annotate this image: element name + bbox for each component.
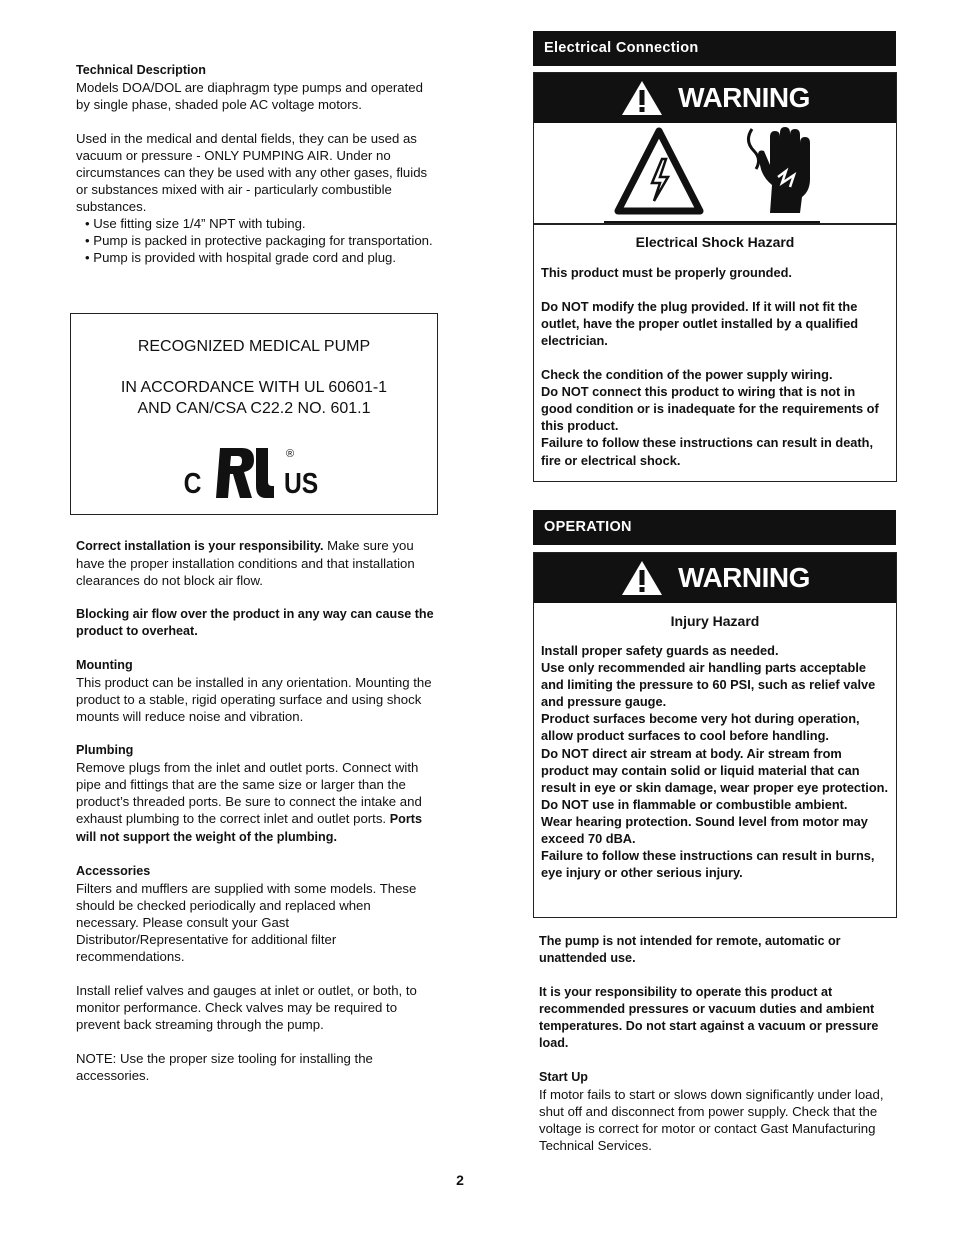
blocking-warning: Blocking air flow over the product in any way can cause the product to overheat. [76, 607, 434, 638]
operation-warning-text [534, 642, 896, 881]
mark-c: C [183, 468, 202, 500]
electrocuted-hand-icon [742, 125, 818, 217]
tech-heading: Technical Description [76, 63, 206, 77]
remote-use-note: The pump is not intended for remote, automatic or unattended use. [539, 934, 841, 965]
medbox-line-1: RECOGNIZED MEDICAL PUMP [137, 338, 371, 355]
accessories-heading: Accessories [76, 864, 151, 878]
electrical-warning-box [533, 72, 897, 482]
cru-us-mark-icon [174, 446, 334, 506]
hazard-title: Injury Hazard [670, 613, 760, 629]
warning-header [534, 73, 896, 123]
left-column-top [76, 62, 436, 266]
warning-line: Use only recommended air handling parts acceptable and limiting the pressure to 60 PSI, such as relief valve and pressure gauge. [541, 660, 876, 710]
relief-text: Install relief valves and gauges at inlet or outlet, or both, to monitor performance. Check valves may be required to prevent back streaming through the pump. [76, 983, 417, 1032]
warning-line: Do NOT connect this product to wiring that is not in good condition or is inadequate for the requirements of this product. [541, 384, 879, 434]
warning-label: WARNING [678, 82, 810, 113]
box-divider [534, 223, 896, 225]
mark-registered: ® [286, 448, 295, 460]
tech-bullets [76, 215, 436, 266]
startup-text: If motor fails to start or slows down significantly under load, shut off and disconnect from power supply. Check that the voltage is correct for motor or contact Gast Manufacturing Technical Services. [539, 1087, 884, 1153]
high-voltage-triangle-icon [614, 127, 704, 215]
mark-us: US [284, 468, 319, 500]
operation-warning-box [533, 552, 897, 918]
electrical-warning-text [534, 264, 896, 469]
warning-line: Check the condition of the power supply wiring. [541, 367, 833, 383]
warning-line: Product surfaces become very hot during operation, allow product surfaces to cool before handling. [541, 711, 860, 744]
bullet-item: • Pump is provided with hospital grade cord and plug. [85, 250, 397, 265]
warning-label: WARNING [678, 562, 810, 593]
accessories-text: Filters and mufflers are supplied with some models. These should be checked periodically and replaced when necessary. Please consult your Gast Distributor/Representative for additional filter recommendations. [76, 881, 417, 964]
recognized-medical-box [70, 313, 438, 515]
mounting-heading: Mounting [76, 658, 133, 672]
shock-pictogram [534, 123, 896, 223]
page-number: 2 [456, 1172, 464, 1188]
warning-line: Do NOT direct air stream at body. Air stream from product may contain solid or liquid material that can result in eye or skin damage, wear proper eye protection. [541, 745, 889, 795]
warning-line: Do NOT use in flammable or combustible ambient. [541, 796, 848, 812]
medbox-line-3: AND CAN/CSA C22.2 NO. 601.1 [137, 400, 371, 417]
warning-line: Do NOT modify the plug provided. If it will not fit the outlet, have the proper outlet installed by a qualified electrician. [541, 298, 859, 348]
warning-line: This product must be properly grounded. [541, 264, 792, 280]
plumbing-text: Remove plugs from the inlet and outlet ports. Connect with pipe and fittings that are the same size or larger than the product’s threaded ports. Be sure to connect the intake and exhaust plumbing to the correct inlet and outlet ports. Ports will not support the weight of the plumbing. [76, 760, 422, 844]
mounting-text: This product can be installed in any orientation. Mounting the product to a stable, rigid operating surface and using shock mounts will reduce noise and vibration. [76, 675, 432, 724]
warning-triangle-icon [620, 79, 664, 117]
warning-header [534, 553, 896, 603]
warning-line: Wear hearing protection. Sound level from motor may exceed 70 dBA. [541, 813, 868, 847]
startup-heading: Start Up [539, 1070, 588, 1084]
hazard-title: Electrical Shock Hazard [635, 233, 795, 250]
tech-paragraph-2: Used in the medical and dental fields, they can be used as vacuum or pressure - ONLY PUMPING AIR. Under no circumstances can they be used with any other gases, fluids or substances mixed with air - particularly combustible substances. [76, 131, 428, 214]
ru-logo-icon [212, 446, 280, 502]
responsibility-note: It is your responsibility to operate this product at recommended pressures or vacuum duties and ambient temperatures. Do not start against a vacuum or pressure load. [539, 985, 879, 1050]
install-paragraph: Correct installation is your responsibility. Make sure you have the proper installation conditions and that installation clearances do not block air flow. [76, 538, 415, 588]
plumbing-heading: Plumbing [76, 743, 134, 757]
medbox-line-2: IN ACCORDANCE WITH UL 60601-1 [120, 379, 388, 396]
warning-line: Failure to follow these instructions can result in burns, eye injury or other serious injury. [541, 848, 875, 881]
pictogram-divider [604, 221, 820, 223]
section-bar-operation: OPERATION [533, 510, 896, 545]
warning-line: Install proper safety guards as needed. [541, 643, 779, 658]
bullet-item: • Pump is packed in protective packaging for transportation. [85, 233, 433, 248]
left-column-bottom [76, 537, 436, 1101]
tech-paragraph-1: Models DOA/DOL are diaphragm type pumps and operated by single phase, shaded pole AC voltage motors. [76, 80, 423, 112]
note-text: NOTE: Use the proper size tooling for installing the accessories. [76, 1051, 373, 1083]
warning-line: Failure to follow these instructions can result in death, fire or electrical shock. [541, 435, 874, 468]
section-bar-electrical: Electrical Connection [533, 31, 896, 66]
operation-notes [539, 933, 895, 1171]
warning-triangle-icon [620, 559, 664, 597]
bullet-item: • Use fitting size 1/4” NPT with tubing. [85, 216, 306, 231]
